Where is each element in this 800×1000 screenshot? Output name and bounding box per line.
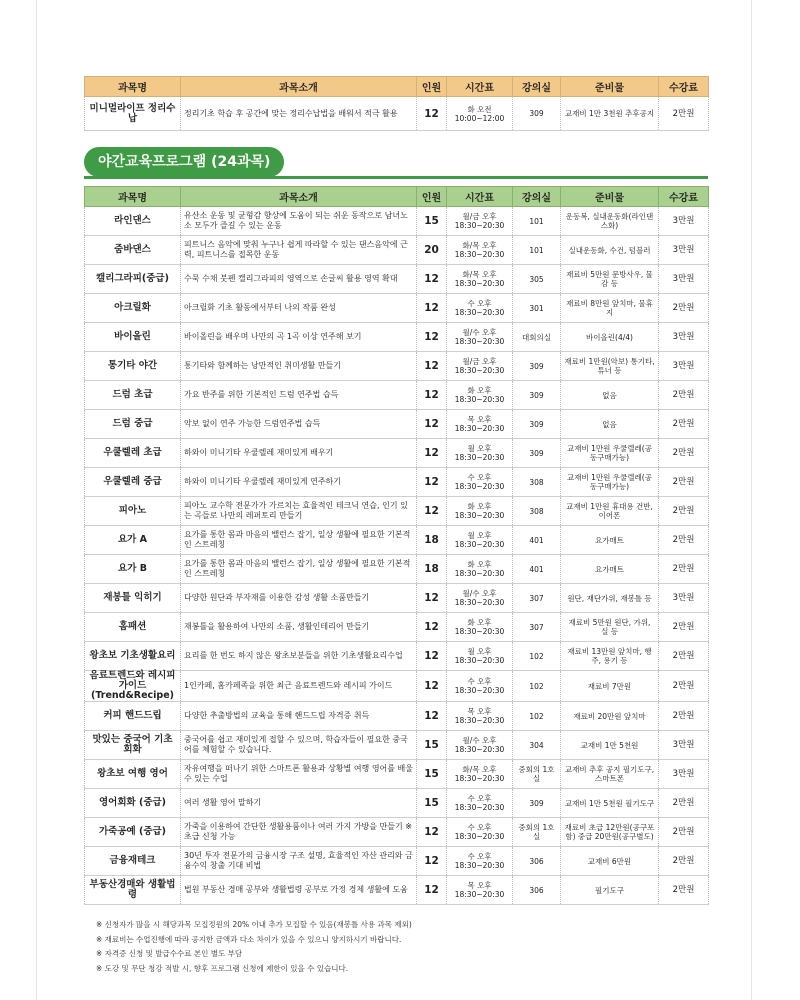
- course-name: 영어회화 (중급): [85, 789, 181, 818]
- capacity: 12: [417, 702, 447, 731]
- fee: 3만원: [659, 265, 709, 294]
- course-name: 우쿨렐레 중급: [85, 468, 181, 497]
- room: 309: [513, 352, 561, 381]
- table-row: [85, 97, 709, 131]
- course-description: 피아노 교수학 전문가가 가르치는 효율적인 테크닉 연습, 인기 있는 곡들로 나만의 레퍼토리 만들기: [181, 497, 417, 526]
- materials: 바이올린(4/4): [561, 323, 659, 352]
- room: 102: [513, 642, 561, 671]
- table-row: [85, 876, 709, 905]
- materials: 교재비 1만 3천원 추후공지: [561, 97, 659, 131]
- schedule: 화/목 오후 18:30~20:30: [447, 265, 513, 294]
- schedule: 화 오후 18:30~20:30: [447, 381, 513, 410]
- table-header-row: [85, 187, 709, 207]
- table-row: [85, 207, 709, 236]
- capacity: 12: [417, 613, 447, 642]
- materials: 원단, 재단가위, 재봉틀 등: [561, 584, 659, 613]
- course-name: 맛있는 중국어 기초회화: [85, 731, 181, 760]
- course-name: 드럼 중급: [85, 410, 181, 439]
- course-description: 1인카페, 홈카페족을 위한 최근 음료트렌드와 레시피 가이드: [181, 671, 417, 702]
- course-name: 캘리그라피(중급): [85, 265, 181, 294]
- course-description: 수묵 수채 붓펜 캘리그라피의 영역으로 손글씨 활용 영역 확대: [181, 265, 417, 294]
- schedule: 목 오후 18:30~20:30: [447, 410, 513, 439]
- table-row: [85, 702, 709, 731]
- materials: 재료비 5만원 문방사우, 물감 등: [561, 265, 659, 294]
- course-description: 법원 부동산 경매 공부와 생활법령 공부로 가정 경제 생활에 도움: [181, 876, 417, 905]
- schedule: 월 오후 18:30~20:30: [447, 642, 513, 671]
- room: 102: [513, 702, 561, 731]
- course-name: 피아노: [85, 497, 181, 526]
- capacity: 15: [417, 789, 447, 818]
- course-description: 요가를 통한 몸과 마음의 밸런스 잡기, 일상 생활에 필요한 기본적인 스트레칭: [181, 526, 417, 555]
- fee: 3만원: [659, 323, 709, 352]
- column-header: 인원: [417, 187, 447, 207]
- course-name: 요가 B: [85, 555, 181, 584]
- materials: 교재비 1만 5천원: [561, 731, 659, 760]
- course-description: 하와이 미니기타 우쿨렐레 재미있게 연주하기: [181, 468, 417, 497]
- course-description: 다양한 원단과 부자재를 이용한 감성 생활 소품만들기: [181, 584, 417, 613]
- section-title: 야간교육프로그램 (24과목): [84, 147, 284, 177]
- fee: 2만원: [659, 294, 709, 323]
- room: 304: [513, 731, 561, 760]
- course-name: 바이올린: [85, 323, 181, 352]
- course-description: 피트니스 음악에 맞춰 누구나 쉽게 따라할 수 있는 댄스음악에 근력, 피트니스를 접목한 운동: [181, 236, 417, 265]
- column-header: 강의실: [513, 77, 561, 97]
- fee: 2만원: [659, 410, 709, 439]
- schedule: 월/금 오후 18:30~20:30: [447, 352, 513, 381]
- course-description: 바이올린을 배우며 나만의 곡 1곡 이상 연주해 보기: [181, 323, 417, 352]
- course-name: 재봉틀 익히기: [85, 584, 181, 613]
- room: 101: [513, 236, 561, 265]
- table-row: [85, 497, 709, 526]
- capacity: 12: [417, 642, 447, 671]
- course-name: 미니멀라이프 정리수납: [85, 97, 181, 131]
- fee: 2만원: [659, 497, 709, 526]
- column-header: 준비물: [561, 187, 659, 207]
- room: 102: [513, 671, 561, 702]
- schedule: 수 오후 18:30~20:30: [447, 671, 513, 702]
- materials: 요가매트: [561, 555, 659, 584]
- schedule: 월/수 오후 18:30~20:30: [447, 731, 513, 760]
- column-header: 인원: [417, 77, 447, 97]
- top-course-table: [84, 76, 709, 131]
- schedule: 수 오후 18:30~20:30: [447, 847, 513, 876]
- table-row: [85, 439, 709, 468]
- capacity: 12: [417, 584, 447, 613]
- room: 309: [513, 381, 561, 410]
- capacity: 15: [417, 760, 447, 789]
- column-header: 강의실: [513, 187, 561, 207]
- fee: 3만원: [659, 584, 709, 613]
- capacity: 12: [417, 818, 447, 847]
- schedule: 화 오전 10:00~12:00: [447, 97, 513, 131]
- capacity: 12: [417, 323, 447, 352]
- table-row: [85, 352, 709, 381]
- course-name: 우쿨렐레 초급: [85, 439, 181, 468]
- fee: 3만원: [659, 352, 709, 381]
- course-description: 중국어를 쉽고 재미있게 접할 수 있으며, 학습자들이 필요한 중국어를 체험할 수 있습니다.: [181, 731, 417, 760]
- materials: 재료비 20만원 앞치마: [561, 702, 659, 731]
- course-name: 통기타 야간: [85, 352, 181, 381]
- column-header: 시간표: [447, 77, 513, 97]
- capacity: 12: [417, 847, 447, 876]
- schedule: 월 오후 18:30~20:30: [447, 439, 513, 468]
- room: 101: [513, 207, 561, 236]
- room: 301: [513, 294, 561, 323]
- fee: 3만원: [659, 731, 709, 760]
- course-description: 정리기초 학습 후 공간에 맞는 정리수납법을 배워서 적극 활용: [181, 97, 417, 131]
- column-header: 과목소개: [181, 77, 417, 97]
- room: 308: [513, 468, 561, 497]
- materials: 재료비 초급 12만원(공구포함) 중급 20만원(공구별도): [561, 818, 659, 847]
- fee: 2만원: [659, 671, 709, 702]
- course-description: 요가를 통한 몸과 마음의 밸런스 잡기, 일상 생활에 필요한 기본적인 스트레칭: [181, 555, 417, 584]
- fee: 2만원: [659, 526, 709, 555]
- course-description: 여러 생활 영어 말하기: [181, 789, 417, 818]
- fee: 2만원: [659, 702, 709, 731]
- table-row: [85, 642, 709, 671]
- course-name: 요가 A: [85, 526, 181, 555]
- course-name: 커피 핸드드립: [85, 702, 181, 731]
- course-description: 아크릴화 기초 활동에서부터 나의 작품 완성: [181, 294, 417, 323]
- schedule: 화/목 오후 18:30~20:30: [447, 236, 513, 265]
- course-description: 재봉틀을 활용하여 나만의 소품, 생활인테리어 만들기: [181, 613, 417, 642]
- fee: 3만원: [659, 236, 709, 265]
- course-name: 금융재테크: [85, 847, 181, 876]
- course-name: 음료트렌드와 레시피가이드 (Trend&Recipe): [85, 671, 181, 702]
- table-row: [85, 265, 709, 294]
- materials: 재료비 7만원: [561, 671, 659, 702]
- room: 대회의실: [513, 323, 561, 352]
- capacity: 12: [417, 265, 447, 294]
- schedule: 수 오후 18:30~20:30: [447, 294, 513, 323]
- section-divider: [84, 176, 708, 179]
- fee: 2만원: [659, 381, 709, 410]
- table-row: [85, 760, 709, 789]
- course-description: 자유여행을 떠나기 위한 스마트폰 활용과 상황별 여행 영어를 배울 수 있는 수업: [181, 760, 417, 789]
- course-name: 왕초보 기초생활요리: [85, 642, 181, 671]
- fee: 2만원: [659, 97, 709, 131]
- table-row: [85, 789, 709, 818]
- materials: 교재비 1만원 우쿨렐레(공동구매가능): [561, 468, 659, 497]
- course-name: 왕초보 여행 영어: [85, 760, 181, 789]
- table-row: [85, 410, 709, 439]
- capacity: 12: [417, 294, 447, 323]
- table-row: [85, 381, 709, 410]
- room: 중회의 1호실: [513, 818, 561, 847]
- fee: 3만원: [659, 207, 709, 236]
- materials: 교재비 추후 공지 필기도구, 스마트폰: [561, 760, 659, 789]
- materials: 운동복, 실내운동화(라인댄스화): [561, 207, 659, 236]
- schedule: 화 오후 18:30~20:30: [447, 613, 513, 642]
- column-header: 시간표: [447, 187, 513, 207]
- course-description: 유산소 운동 및 균형감 향상에 도움이 되는 쉬운 동작으로 남녀노소 모두가 즐길 수 있는 운동: [181, 207, 417, 236]
- table-row: [85, 294, 709, 323]
- materials: 교재비 1만 5천원 필기도구: [561, 789, 659, 818]
- capacity: 12: [417, 671, 447, 702]
- course-description: 다양한 추출방법의 교육을 통해 핸드드립 자격증 취득: [181, 702, 417, 731]
- table-row: [85, 584, 709, 613]
- schedule: 목 오후 18:30~20:30: [447, 702, 513, 731]
- schedule: 화/목 오후 18:30~20:30: [447, 760, 513, 789]
- course-description: 통기타와 함께하는 낭만적인 취미생활 만들기: [181, 352, 417, 381]
- room: 307: [513, 584, 561, 613]
- room: 309: [513, 97, 561, 131]
- materials: 교재비 6만원: [561, 847, 659, 876]
- note-line: ※ 자격증 신청 및 발급수수료 본인 별도 부담: [96, 949, 243, 958]
- schedule: 월 오후 18:30~20:30: [447, 526, 513, 555]
- table-header-row: [85, 77, 709, 97]
- schedule: 화 오후 18:30~20:30: [447, 555, 513, 584]
- fee: 2만원: [659, 613, 709, 642]
- capacity: 18: [417, 555, 447, 584]
- course-description: 30년 투자 전문가의 금융시장 구조 설명, 효율적인 자산 관리와 금융수익 창출 기대 비법: [181, 847, 417, 876]
- table-row: [85, 613, 709, 642]
- materials: 재료비 8만원 앞치마, 물휴지: [561, 294, 659, 323]
- capacity: 12: [417, 439, 447, 468]
- materials: 필기도구: [561, 876, 659, 905]
- course-name: 가죽공예 (중급): [85, 818, 181, 847]
- capacity: 12: [417, 410, 447, 439]
- materials: 없음: [561, 381, 659, 410]
- capacity: 20: [417, 236, 447, 265]
- schedule: 화 오후 18:30~20:30: [447, 497, 513, 526]
- course-name: 홈패션: [85, 613, 181, 642]
- fee: 3만원: [659, 760, 709, 789]
- fee: 2만원: [659, 468, 709, 497]
- course-description: 가죽을 이용하여 간단한 생활용품이나 여러 가지 가방을 만들기 ※ 초급 신청 가능: [181, 818, 417, 847]
- column-header: 준비물: [561, 77, 659, 97]
- room: 307: [513, 613, 561, 642]
- course-name: 부동산경매와 생활법령: [85, 876, 181, 905]
- schedule: 목 오후 18:30~20:30: [447, 876, 513, 905]
- materials: 실내운동화, 수건, 텀블러: [561, 236, 659, 265]
- table-row: [85, 526, 709, 555]
- room: 309: [513, 439, 561, 468]
- fee: 2만원: [659, 555, 709, 584]
- room: 305: [513, 265, 561, 294]
- materials: 없음: [561, 410, 659, 439]
- schedule: 월/수 오후 18:30~20:30: [447, 323, 513, 352]
- table-row: [85, 847, 709, 876]
- course-description: 하와이 미니기타 우쿨렐레 재미있게 배우기: [181, 439, 417, 468]
- capacity: 15: [417, 207, 447, 236]
- course-name: 드럼 초급: [85, 381, 181, 410]
- column-header: 과목소개: [181, 187, 417, 207]
- room: 306: [513, 876, 561, 905]
- capacity: 12: [417, 497, 447, 526]
- capacity: 12: [417, 352, 447, 381]
- course-description: 가요 반주를 위한 기본적인 드럼 연주법 습득: [181, 381, 417, 410]
- column-header: 과목명: [85, 187, 181, 207]
- schedule: 월/수 오후 18:30~20:30: [447, 584, 513, 613]
- room: 401: [513, 555, 561, 584]
- column-header: 수강료: [659, 77, 709, 97]
- course-name: 아크릴화: [85, 294, 181, 323]
- capacity: 18: [417, 526, 447, 555]
- table-row: [85, 818, 709, 847]
- capacity: 15: [417, 731, 447, 760]
- capacity: 12: [417, 381, 447, 410]
- table-row: [85, 671, 709, 702]
- fee: 2만원: [659, 818, 709, 847]
- room: 309: [513, 789, 561, 818]
- table-row: [85, 323, 709, 352]
- column-header: 과목명: [85, 77, 181, 97]
- room: 308: [513, 497, 561, 526]
- materials: 재료비 5만원 원단, 가위, 실 등: [561, 613, 659, 642]
- course-name: 줌바댄스: [85, 236, 181, 265]
- note-line: ※ 신청자가 많을 시 해당과목 모집정원의 20% 이내 추가 모집할 수 있음(재봉틀 사용 과목 제외): [96, 920, 412, 929]
- table-row: [85, 731, 709, 760]
- table-row: [85, 555, 709, 584]
- fee: 2만원: [659, 876, 709, 905]
- room: 306: [513, 847, 561, 876]
- materials: 재료비 1만원(악보) 통기타, 튜너 등: [561, 352, 659, 381]
- schedule: 수 오후 18:30~20:30: [447, 468, 513, 497]
- capacity: 12: [417, 876, 447, 905]
- table-row: [85, 468, 709, 497]
- materials: 재료비 13만원 앞치마, 행주, 용기 등: [561, 642, 659, 671]
- room: 중회의 1호실: [513, 760, 561, 789]
- notes: [96, 918, 706, 976]
- materials: 요가매트: [561, 526, 659, 555]
- capacity: 12: [417, 468, 447, 497]
- column-header: 수강료: [659, 187, 709, 207]
- note-line: ※ 재료비는 수업진행에 따라 공지한 금액과 다소 차이가 있을 수 있으니 양지하시기 바랍니다.: [96, 934, 402, 944]
- course-description: 요리를 한 번도 하지 않은 왕초보분들을 위한 기초생활요리수업: [181, 642, 417, 671]
- materials: 교재비 1만원 우쿨렐레(공동구매가능): [561, 439, 659, 468]
- fee: 2만원: [659, 789, 709, 818]
- fee: 2만원: [659, 642, 709, 671]
- course-name: 라인댄스: [85, 207, 181, 236]
- room: 309: [513, 410, 561, 439]
- note-line: ※ 도강 및 무단 청강 적발 시, 향후 프로그램 신청에 제한이 있을 수 있습니다.: [96, 963, 349, 973]
- night-program-table: [84, 186, 709, 905]
- fee: 2만원: [659, 439, 709, 468]
- schedule: 월/금 오후 18:30~20:30: [447, 207, 513, 236]
- capacity: 12: [417, 97, 447, 131]
- materials: 교재비 1만원 휴대용 건반, 이어폰: [561, 497, 659, 526]
- course-description: 악보 없이 연주 가능한 드럼연주법 습득: [181, 410, 417, 439]
- fee: 2만원: [659, 847, 709, 876]
- table-row: [85, 236, 709, 265]
- schedule: 수 오후 18:30~20:30: [447, 789, 513, 818]
- room: 401: [513, 526, 561, 555]
- schedule: 수 오후 18:30~20:30: [447, 818, 513, 847]
